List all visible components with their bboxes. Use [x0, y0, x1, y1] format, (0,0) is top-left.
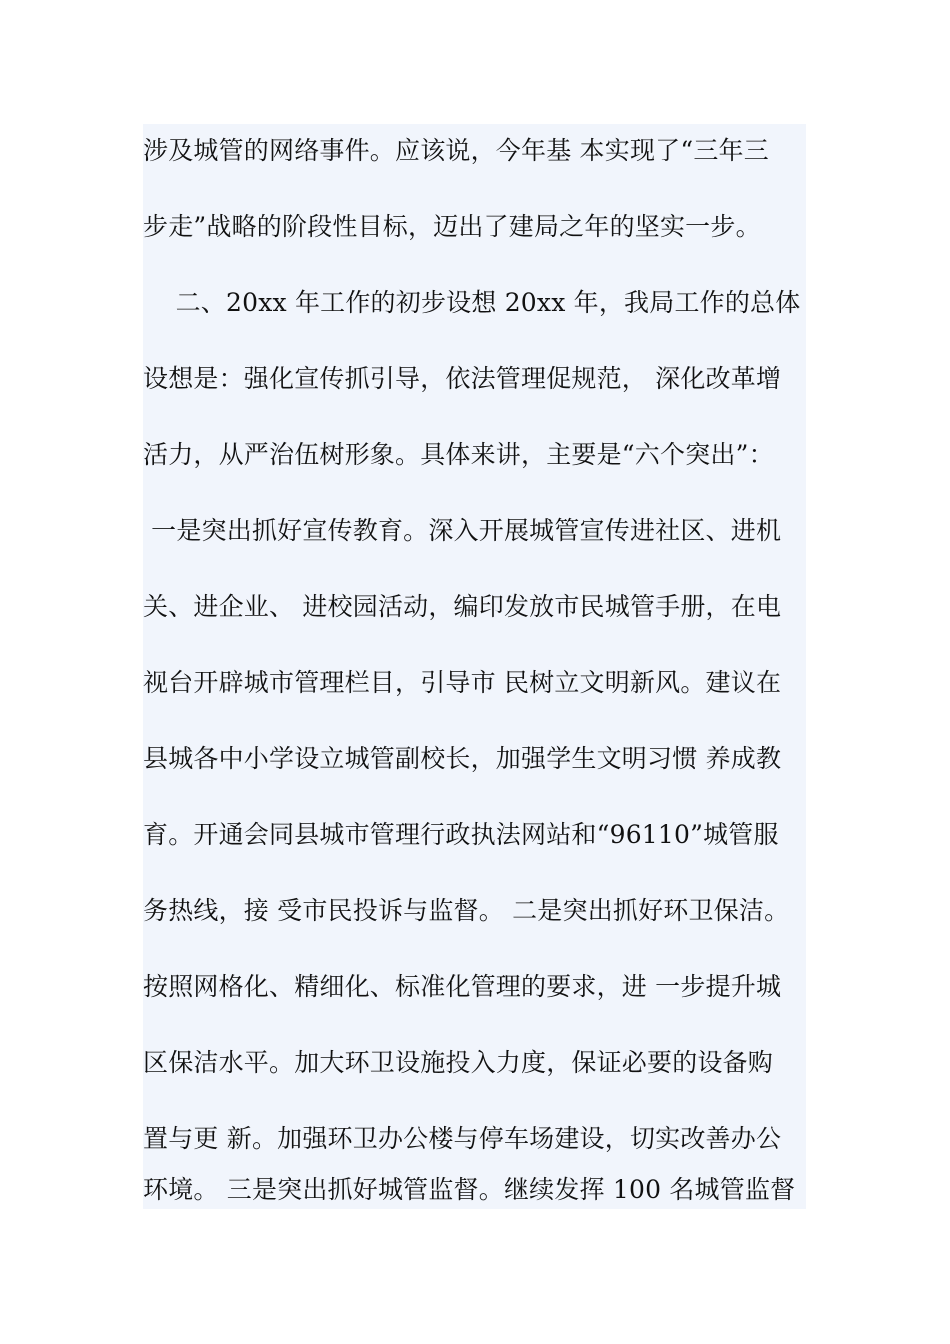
text-line: 关、进企业、 进校园活动，编印发放市民城管手册，在电: [143, 592, 782, 621]
text-line: 务热线，接 受市民投诉与监督。 二是突出抓好环卫保洁。: [143, 896, 790, 925]
text-line: 视台开辟城市管理栏目，引导市 民树立文明新风。建议在: [143, 668, 782, 697]
text-line: 育。开通会同县城市管理行政执法网站和“96110”城管服: [143, 820, 779, 849]
text-line: 二、20xx 年工作的初步设想 20xx 年，我局工作的总体: [143, 288, 801, 317]
text-line: 步走”战略的阶段性目标，迈出了建局之年的坚实一步。: [143, 212, 761, 241]
text-line: 活力，从严治伍树形象。具体来讲，主要是“六个突出”：: [143, 440, 774, 469]
text-line: 环境。 三是突出抓好城管监督。继续发挥 100 名城管监督: [143, 1175, 796, 1204]
text-line: 县城各中小学设立城管副校长，加强学生文明习惯 养成教: [143, 744, 782, 773]
text-line: 置与更 新。加强环卫办公楼与停车场建设，切实改善办公: [143, 1124, 782, 1153]
text-line: 设想是：强化宣传抓引导，依法管理促规范， 深化改革增: [143, 364, 782, 393]
text-line: 按照网格化、精细化、标准化管理的要求，进 一步提升城: [143, 972, 782, 1001]
text-line: 涉及城管的网络事件。应该说，今年基 本实现了“三年三: [143, 136, 769, 165]
text-line: 区保洁水平。加大环卫设施投入力度，保证必要的设备购: [143, 1048, 774, 1077]
text-line: 一是突出抓好宣传教育。深入开展城管宣传进社区、进机: [143, 516, 782, 545]
